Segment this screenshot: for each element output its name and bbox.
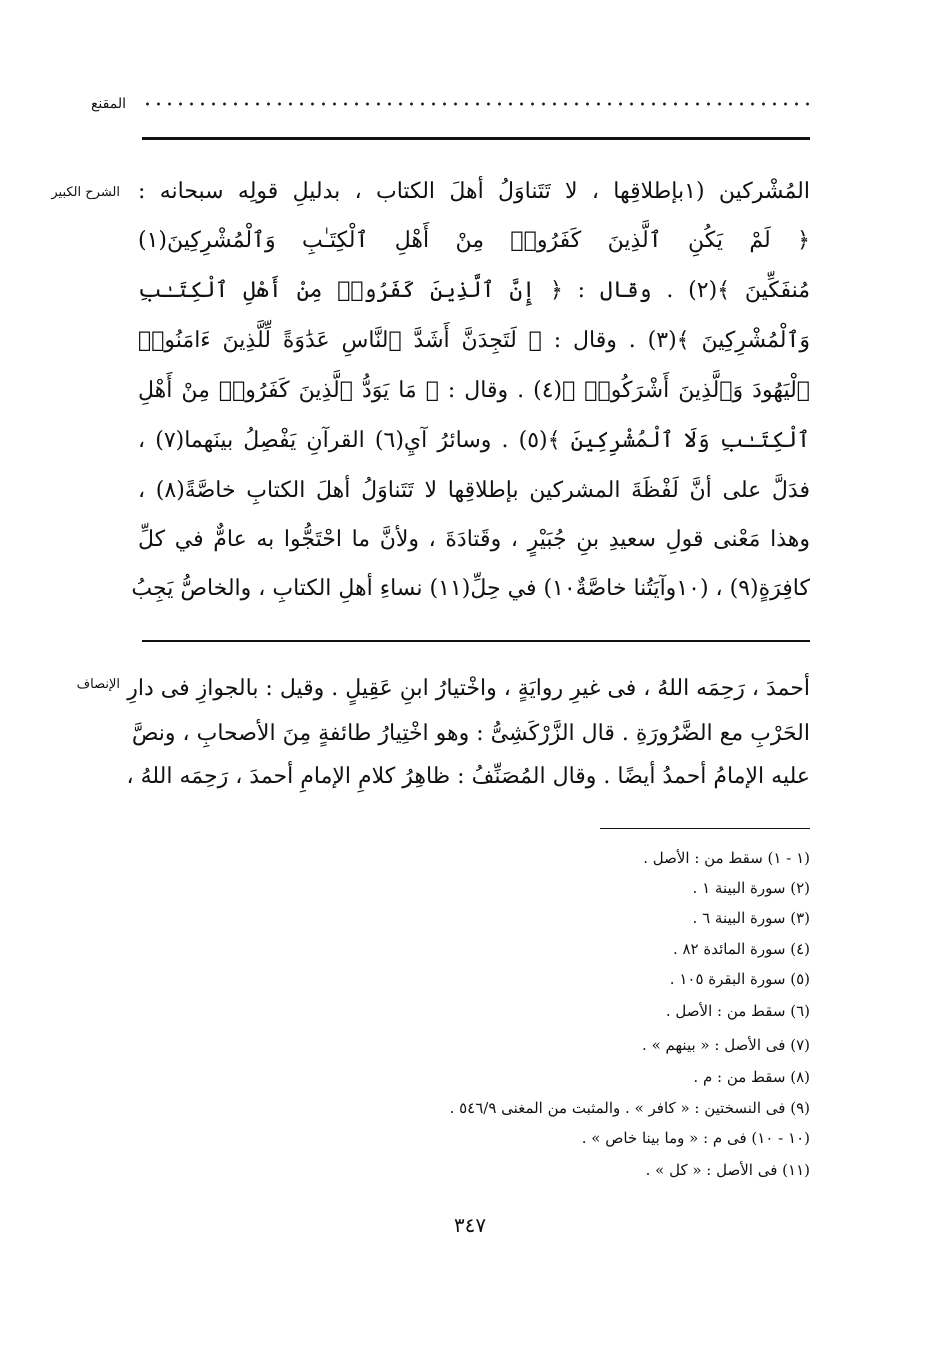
sharh-line: المُشْركين (١بإطلاقِها ، لا تَتَناوَلُ أهلَ الكتاب ، بدليلِ قولِه سبحانه : — [138, 179, 811, 204]
insaf-line: الحَرْبِ مع الضَّرُورَةِ . قال الزَّرْكَشِىُّ : وهو اخْتِيارُ طائفةٍ مِنَ الأصحابِ ، ونصَّ — [131, 721, 810, 746]
footnote: (٦) سقط من : الأصل . — [665, 1002, 810, 1020]
sharh-line: فدَلَّ على أنَّ لَفْظَةَ المشركين بإطلاقِها لا تَتَناوَلُ أهلَ الكتابِ خاصَّةً(٨) ، — [138, 478, 810, 503]
footnote: (٣) سورة البينة ٦ . — [692, 909, 810, 927]
insaf-line: أحمدَ ، رَحِمَه اللهُ ، فى غيرِ روايَةٍ ، واخْتيارُ ابنِ عَقِيلٍ . وقيل : بالجوازِ فى دارِ — [127, 676, 810, 701]
sharh-line: كافِرَةٍ(٩) ، (١٠وآيَتُنا خاصَّةٌ١٠) في حِلِّ(١١) نساءِ أهلِ الكتابِ ، والخاصُّ يَجِبُ — [131, 576, 810, 601]
footnote: (١ - ١) سقط من : الأصل . — [643, 849, 810, 867]
sharh-line: ٱلْيَهُودَ وَٱلَّذِينَ أَشْرَكُوا۟ ﴾(٤) . وقال : ﴿ مَا يَوَدُّ ٱلَّذِينَ كَفَرُوا۟ مِنْ أَهْلِ — [138, 378, 810, 403]
footnote-rule — [600, 828, 810, 829]
footnote: (٩) فى النسختين : « كافر » . والمثبت من المغنى ٥٤٦/٩ . — [449, 1099, 810, 1117]
footnote: (٧) فى الأصل : « بينهم » . — [642, 1036, 810, 1054]
footnote: (٨) سقط من : م . — [693, 1068, 810, 1086]
footnote: (١٠ - ١٠) فى م : « وما بينا خاص » . — [581, 1129, 810, 1147]
footnote: (١١) فى الأصل : « كل » . — [645, 1161, 810, 1179]
sharh-line: ﴿ لَمْ يَكُنِ ٱلَّذِينَ كَفَرُوا۟ مِنْ أَهْلِ ٱلْكِتَـٰبِ وَٱلْمُشْرِكِينَ(١) — [138, 228, 810, 253]
page-number: ٣٤٧ — [453, 1213, 487, 1237]
sharh-line: وَٱلْمُشْرِكِينَ ﴾(٣) . وقال : ﴿ لَتَجِدَنَّ أَشَدَّ ٱلنَّاسِ عَدَٰوَةً لِّلَّذِينَ ءَامَنُوا۟ — [138, 328, 811, 353]
footnote: (٤) سورة المائدة ٨٢ . — [672, 940, 810, 958]
section-label-sharh: الشرح الكبير — [51, 185, 120, 200]
header-rule — [142, 137, 810, 140]
sharh-line: ٱلْكِتَـٰبِ وَلَا ٱلْمُشْرِكِينَ ﴾(٥) . وسائرُ آيِ(٦) القرآنِ يَفْصِلُ بينَهما(٧) ، — [138, 428, 811, 453]
footnote: (٥) سورة البقرة ١٠٥ . — [669, 970, 810, 988]
footnote: (٢) سورة البينة ١ . — [692, 879, 810, 897]
sharh-line: مُنفَكِّينَ ﴾(٢) . وقال : ﴿ إِنَّ ٱلَّذِينَ كَفَرُوا۟ مِنْ أَهْلِ ٱلْكِتَـٰبِ — [138, 278, 810, 303]
sharh-line: وهذا مَعْنى قولِ سعيدِ بنِ جُبَيْرٍ ، وقَتادَةَ ، ولأنَّ ما احْتَجُّوا به عامٌّ في كلِّ — [138, 527, 810, 552]
header-dotted-rule — [142, 102, 810, 106]
section-label-insaf: الإنصاف — [76, 677, 120, 692]
running-title: المقنع — [90, 96, 126, 112]
section-divider — [142, 640, 810, 642]
insaf-line: عليه الإمامُ أحمدُ أيضًا . وقال المُصَنِّفُ : ظاهِرُ كلامِ الإمامِ أحمدَ ، رَحِمَه اللهُ ، — [126, 764, 810, 789]
